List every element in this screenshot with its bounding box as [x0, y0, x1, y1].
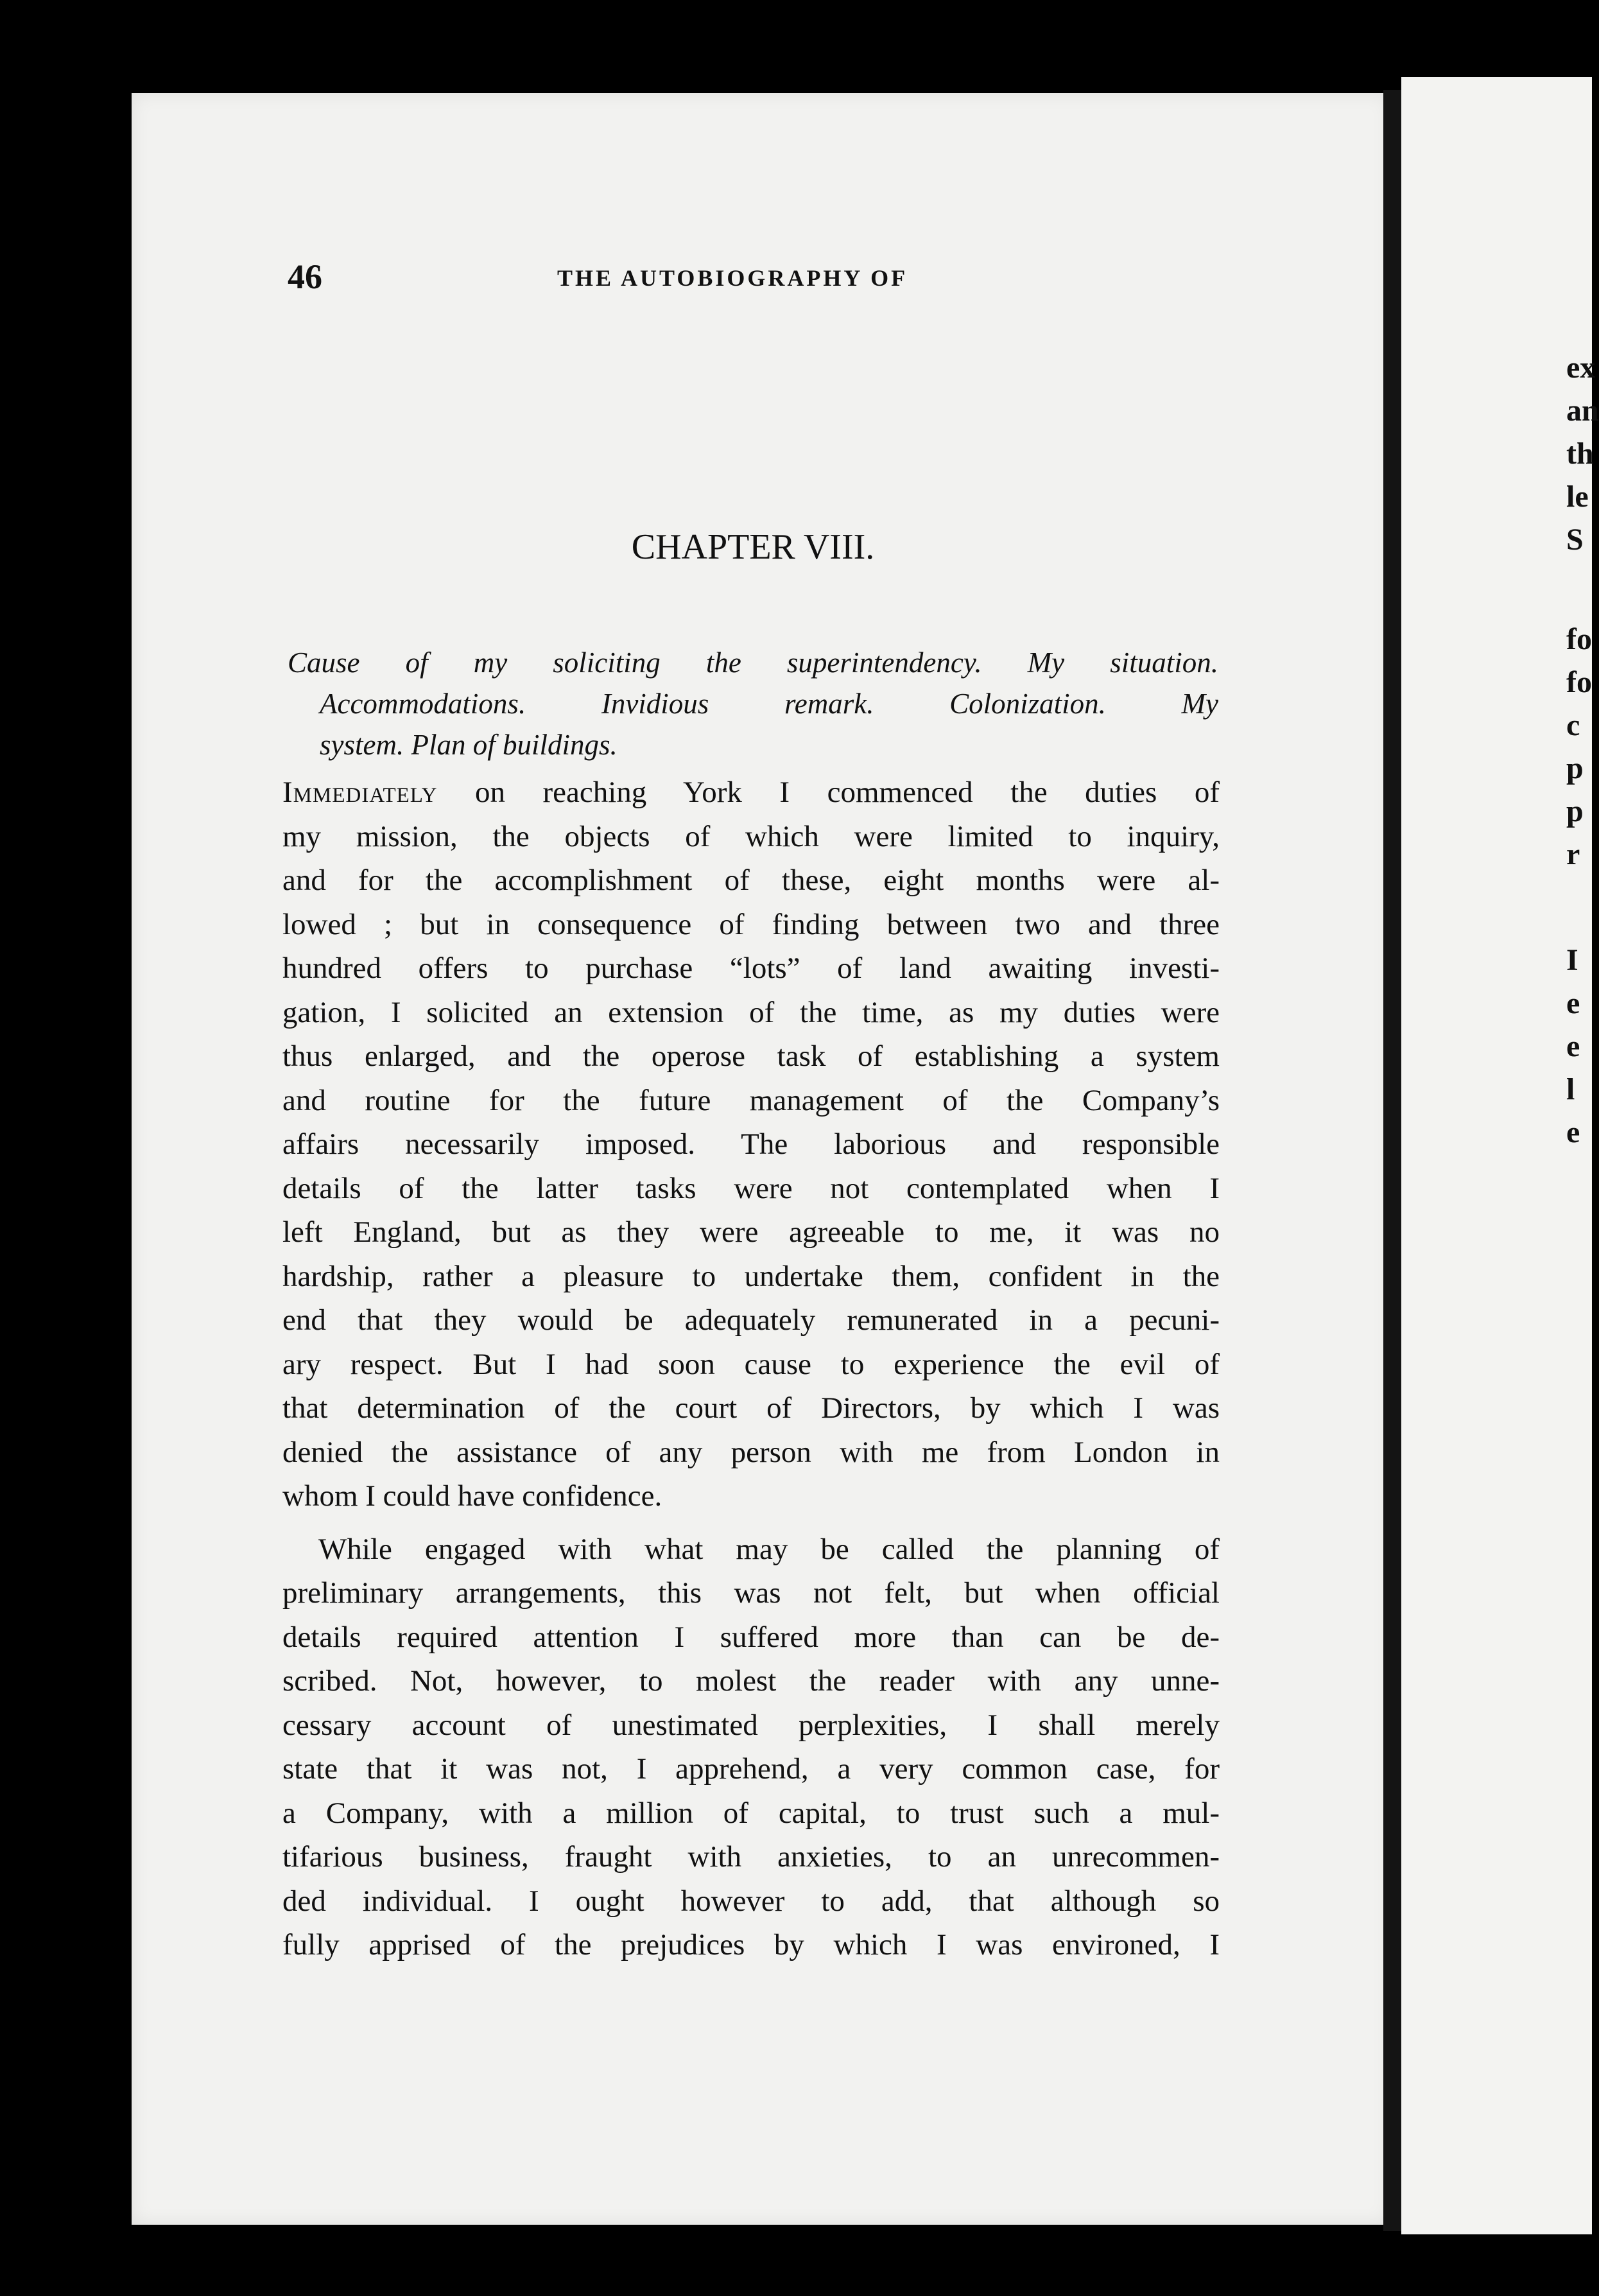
facing-fragment: l	[1566, 1072, 1575, 1106]
paragraph-line: that determination of the court of Directors, by which I was	[282, 1391, 1220, 1425]
facing-fragment: fo	[1566, 665, 1592, 699]
facing-fragment: an	[1566, 394, 1599, 428]
paragraph-line: details required attention I suffered more than can be de-	[282, 1620, 1220, 1654]
paragraph-line: and for the accomplishment of these, eight months were al-	[282, 864, 1220, 897]
facing-fragment: e	[1566, 986, 1580, 1020]
facing-fragment: fo	[1566, 622, 1592, 656]
facing-fragment: c	[1566, 708, 1580, 742]
paragraph-line: hundred offers to purchase “lots” of land awaiting investi-	[282, 952, 1220, 985]
lead-word: Immediately	[282, 776, 438, 809]
facing-fragment: I	[1566, 943, 1578, 977]
facing-fragment: S	[1566, 523, 1584, 557]
summary-line: Accommodations. Invidious remark. Colonization. My	[320, 688, 1218, 720]
paragraph-line	[282, 770, 1220, 815]
facing-page	[1401, 77, 1592, 2234]
running-title: THE AUTOBIOGRAPHY OF	[557, 265, 908, 291]
paragraph-line: scribed. Not, however, to molest the reader with any unne-	[282, 1664, 1220, 1698]
paragraph-line: ary respect. But I had soon cause to experience the evil of	[282, 1347, 1220, 1381]
paragraph-line: my mission, the objects of which were limited to inquiry,	[282, 819, 1220, 853]
facing-fragment: e	[1566, 1029, 1580, 1063]
page-gutter	[1383, 90, 1401, 2231]
paragraph-line: ded individual. I ought however to add, that although so	[282, 1884, 1220, 1918]
page-number: 46	[288, 257, 322, 296]
summary-line: system. Plan of buildings.	[320, 729, 618, 761]
paragraph-line: tifarious business, fraught with anxieties, to an unrecommen-	[282, 1840, 1220, 1874]
paragraph-line: state that it was not, I apprehend, a very common case, for	[282, 1752, 1220, 1786]
facing-fragment: p	[1566, 751, 1584, 785]
paragraph-line: thus enlarged, and the operose task of establishing a system	[282, 1039, 1220, 1073]
paragraph-line: left England, but as they were agreeable to me, it was no	[282, 1215, 1220, 1249]
facing-fragment: r	[1566, 837, 1580, 871]
paragraph-line: denied the assistance of any person with me from London in	[282, 1435, 1220, 1469]
chapter-summary	[288, 642, 1218, 765]
paragraph-line-text: on reaching York I commenced the duties of	[437, 776, 1220, 809]
paragraph-line: cessary account of unestimated perplexities, I shall merely	[282, 1708, 1220, 1742]
paragraph-line: affairs necessarily imposed. The laborious and responsible	[282, 1127, 1220, 1161]
paragraph-line: preliminary arrangements, this was not felt, but when official	[282, 1576, 1220, 1610]
paragraph-line: whom I could have confidence.	[282, 1479, 662, 1513]
paragraph-line: While engaged with what may be called the planning of	[318, 1532, 1220, 1566]
facing-fragment: ex	[1566, 351, 1596, 385]
summary-line: Cause of my soliciting the superintendency. My situation.	[288, 647, 1218, 679]
running-head	[288, 257, 1218, 302]
paragraph-line: details of the latter tasks were not contemplated when I	[282, 1171, 1220, 1205]
body-text	[282, 770, 1220, 1967]
facing-fragment: e	[1566, 1115, 1580, 1149]
paragraph-line: a Company, with a million of capital, to trust such a mul-	[282, 1796, 1220, 1830]
facing-fragment: th	[1566, 437, 1594, 471]
paragraph-line: hardship, rather a pleasure to undertake them, confident in the	[282, 1259, 1220, 1293]
paragraph-2	[282, 1527, 1220, 1967]
paragraph-1	[282, 770, 1220, 1518]
paragraph-line: end that they would be adequately remunerated in a pecuni-	[282, 1303, 1220, 1337]
paragraph-line: gation, I solicited an extension of the time, as my duties were	[282, 995, 1220, 1029]
facing-fragment: p	[1566, 794, 1584, 828]
paragraph-line: and routine for the future management of the Company’s	[282, 1083, 1220, 1117]
paragraph-line: fully apprised of the prejudices by which I was environed, I	[282, 1928, 1220, 1961]
facing-fragment: le	[1566, 480, 1589, 514]
paragraph-line: lowed ; but in consequence of finding between two and three	[282, 907, 1220, 941]
chapter-title: CHAPTER VIII.	[631, 527, 875, 567]
